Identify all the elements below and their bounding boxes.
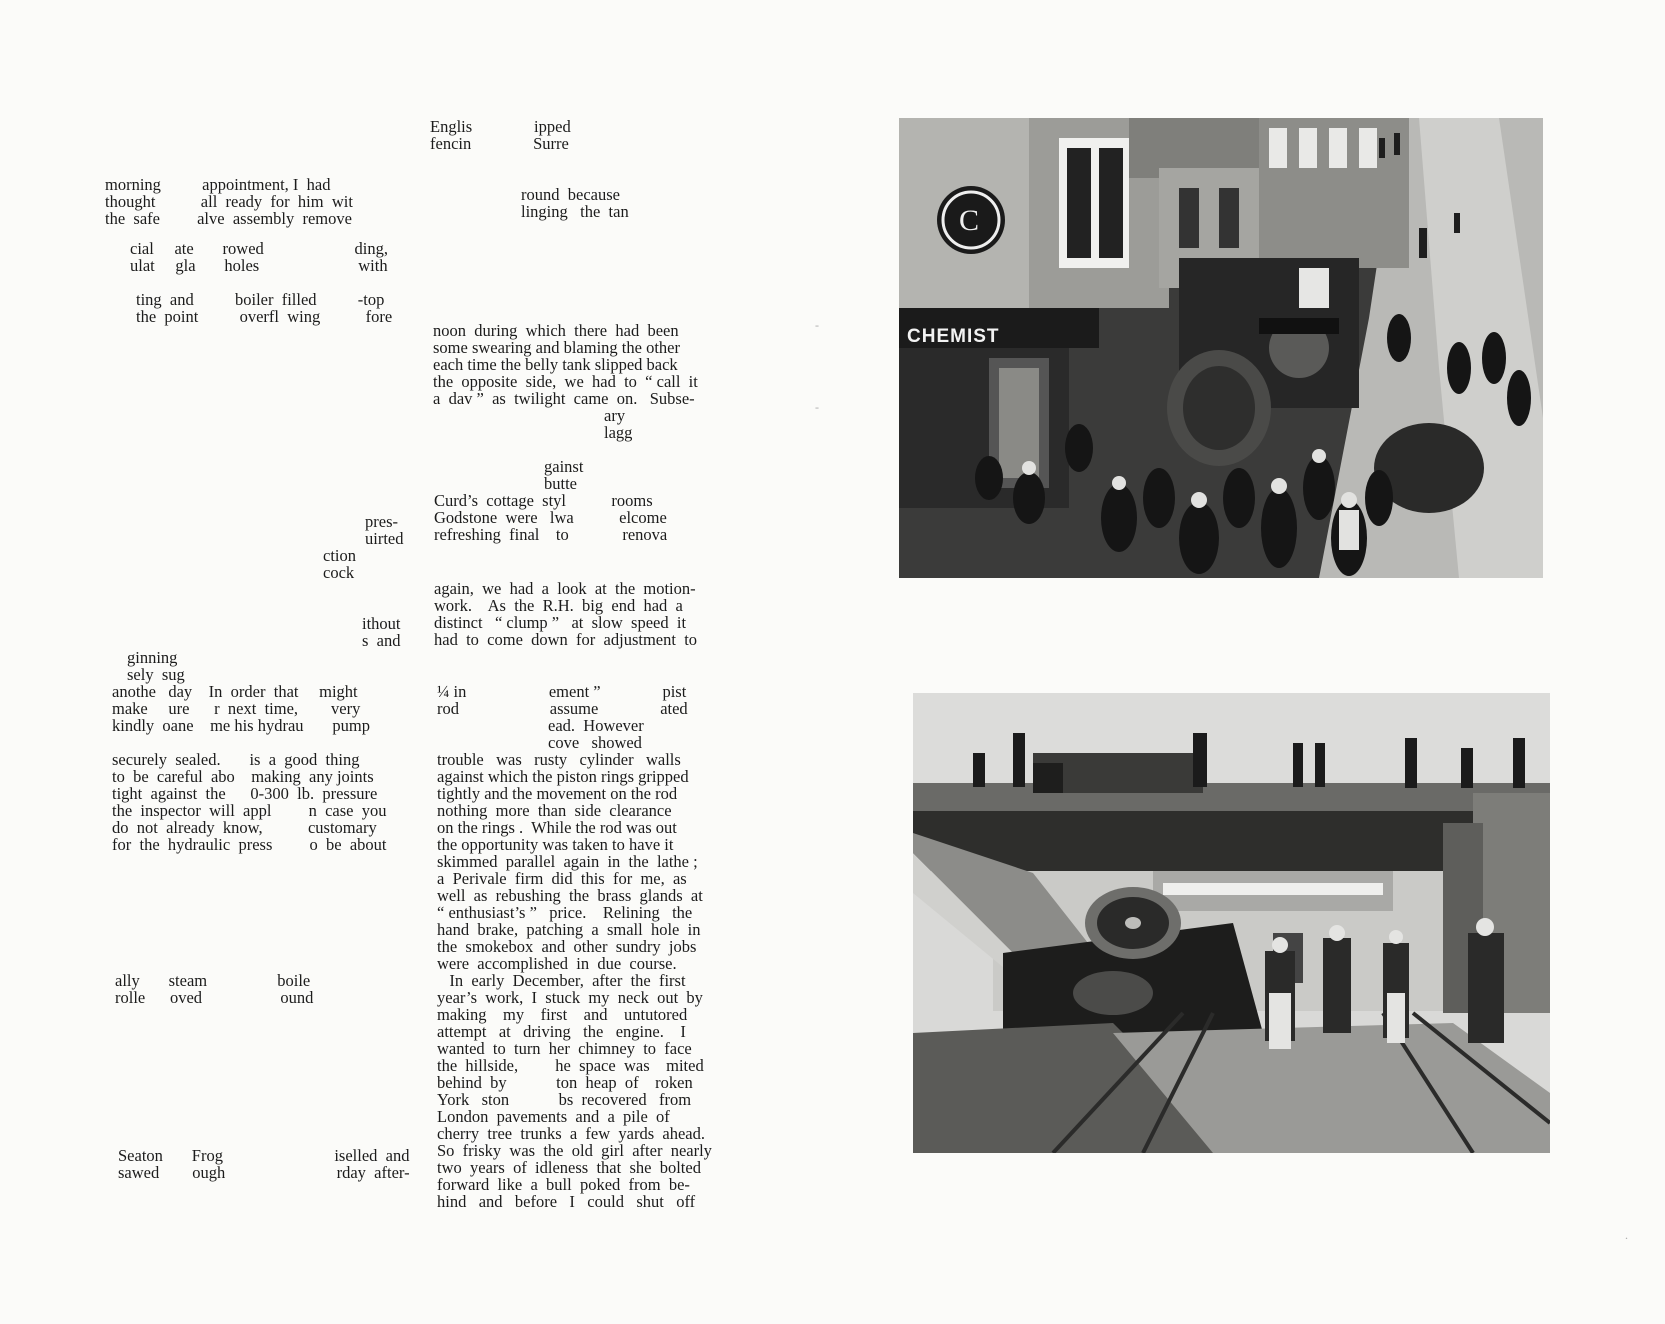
text-block (118, 1147, 410, 1181)
text-line: refreshing final to renova (434, 525, 668, 544)
text-line: each time the belly tank slipped back (433, 355, 678, 374)
text-line: rolle oved ound (115, 988, 314, 1007)
text-block (521, 186, 629, 220)
text-line: cock (323, 563, 355, 582)
text-line: hand brake, patching a small hole in (437, 920, 701, 939)
text-block (437, 751, 712, 1210)
text-line: the safe alve assembly remove (105, 209, 352, 228)
text-line: s and (362, 631, 401, 650)
text-block (130, 240, 388, 274)
text-block (136, 291, 392, 325)
text-line: work. As the R.H. big end had a (434, 596, 683, 615)
text-line: a Perivale firm did this for me, as (437, 869, 687, 888)
photo-railway-wreck-image (913, 693, 1550, 1153)
text-block (362, 615, 401, 649)
text-line: ally steam boile (115, 971, 311, 990)
svg-text:C: C (959, 204, 980, 237)
text-line: In early December, after the first (437, 971, 686, 990)
text-line: ginning (127, 648, 178, 667)
text-line: anothe day In order that might (112, 682, 358, 701)
text-line: Curd’s cottage styl rooms (434, 491, 653, 510)
text-line: on the rings . While the rod was out (437, 818, 677, 837)
text-line: gainst (544, 457, 584, 476)
text-line: to be careful abo making any joints (112, 767, 374, 786)
text-line: Godstone were lwa elcome (434, 508, 667, 527)
text-line: some swearing and blaming the other (433, 338, 680, 357)
text-line: uirted (365, 529, 404, 548)
text-line: pres- (365, 512, 398, 531)
photo-railway-wreck (913, 693, 1550, 1153)
chemist-sign-text: CHEMIST (907, 326, 1000, 347)
text-line: were accomplished in due course. (437, 954, 677, 973)
margin-mark: - (815, 400, 819, 414)
text-line: noon during which there had been (433, 321, 679, 340)
text-line: skimmed parallel again in the lathe ; (437, 852, 698, 871)
text-line: ithout (362, 614, 401, 633)
text-block (434, 492, 667, 543)
text-line: behind by ton heap of roken (437, 1073, 693, 1092)
text-line: Seaton Frog iselled and (118, 1146, 410, 1165)
text-line: So frisky was the old girl after nearly (437, 1141, 712, 1160)
text-line: again, we had a look at the motion- (434, 579, 696, 598)
text-line: butte (544, 474, 577, 493)
text-block (548, 717, 644, 751)
text-block (434, 580, 697, 648)
text-line: two years of idleness that she bolted (437, 1158, 701, 1177)
text-line: sely sug (127, 665, 185, 684)
text-line: cial ate rowed ding, (130, 239, 388, 258)
text-line: a dav ” as twilight came on. Subse- (433, 389, 695, 408)
text-block (604, 407, 632, 441)
text-line: nothing more than side clearance (437, 801, 672, 820)
text-block (112, 751, 386, 853)
text-line: morning appointment, I had (105, 175, 331, 194)
text-block (430, 118, 571, 152)
text-line: the opposite side, we had to “ call it (433, 372, 698, 391)
text-line: distinct “ clump ” at slow speed it (434, 613, 687, 632)
text-line: make ure r next time, very (112, 699, 361, 718)
text-block (365, 513, 404, 547)
photo-steamroller-image (899, 118, 1543, 578)
text-line: lagg (604, 423, 633, 442)
text-line: ary (604, 406, 626, 425)
text-line: the smokebox and other sundry jobs (437, 937, 697, 956)
text-line: ead. However (548, 716, 644, 735)
text-line: linging the tan (521, 202, 629, 221)
text-line: ting and boiler filled -top (136, 290, 385, 309)
text-line: well as rebushing the brass glands at (437, 886, 703, 905)
text-line: ulat gla holes with (130, 256, 388, 275)
text-line: had to come down for adjustment to (434, 630, 698, 649)
photo-steamroller-chemist (899, 118, 1543, 578)
text-line: the opportunity was taken to have it (437, 835, 674, 854)
text-line: tightly and the movement on the rod (437, 784, 678, 803)
text-line: securely sealed. is a good thing (112, 750, 360, 769)
text-line: do not already know, customary (112, 818, 377, 837)
text-line: making my first and untutored (437, 1005, 688, 1024)
text-line: forward like a bull poked from be- (437, 1175, 690, 1194)
text-line: sawed ough rday after- (118, 1163, 410, 1182)
text-line: ction (323, 546, 356, 565)
text-line: for the hydraulic press o be about (112, 835, 387, 854)
text-line: trouble was rusty cylinder walls (437, 750, 681, 769)
text-block (544, 458, 583, 492)
text-line: fencin Surre (430, 134, 569, 153)
text-line: the point overfl wing fore (136, 307, 393, 326)
text-block (127, 649, 185, 683)
text-line: the inspector will appl n case you (112, 801, 387, 820)
text-block (437, 683, 688, 717)
text-line: the hillside, he space was mited (437, 1056, 704, 1075)
text-line: round because (521, 185, 620, 204)
text-line: rod assume ated (437, 699, 688, 718)
margin-mark: - (815, 318, 819, 332)
text-line: cove showed (548, 733, 642, 752)
text-block (112, 683, 370, 734)
text-line: “ enthusiast’s ” price. Relining the (437, 903, 693, 922)
margin-mark: . (1625, 1228, 1628, 1242)
text-line: York ston bs recovered from (437, 1090, 692, 1109)
text-block (433, 322, 698, 407)
text-line: year’s work, I stuck my neck out by (437, 988, 703, 1007)
text-block (323, 547, 356, 581)
text-line: London pavements and a pile of (437, 1107, 670, 1126)
text-line: Englis ipped (430, 117, 571, 136)
text-line: kindly oane me his hydrau pump (112, 716, 371, 735)
text-line: wanted to turn her chimney to face (437, 1039, 692, 1058)
text-block (115, 972, 313, 1006)
text-line: ¼ in ement ” pist (437, 682, 687, 701)
text-line: thought all ready for him wit (105, 192, 353, 211)
text-line: attempt at driving the engine. I (437, 1022, 686, 1041)
text-line: cherry tree trunks a few yards ahead. (437, 1124, 706, 1143)
text-line: hind and before I could shut off (437, 1192, 696, 1211)
text-block (105, 176, 353, 227)
text-line: against which the piston rings gripped (437, 767, 689, 786)
text-line: tight against the 0-300 lb. pressure (112, 784, 378, 803)
